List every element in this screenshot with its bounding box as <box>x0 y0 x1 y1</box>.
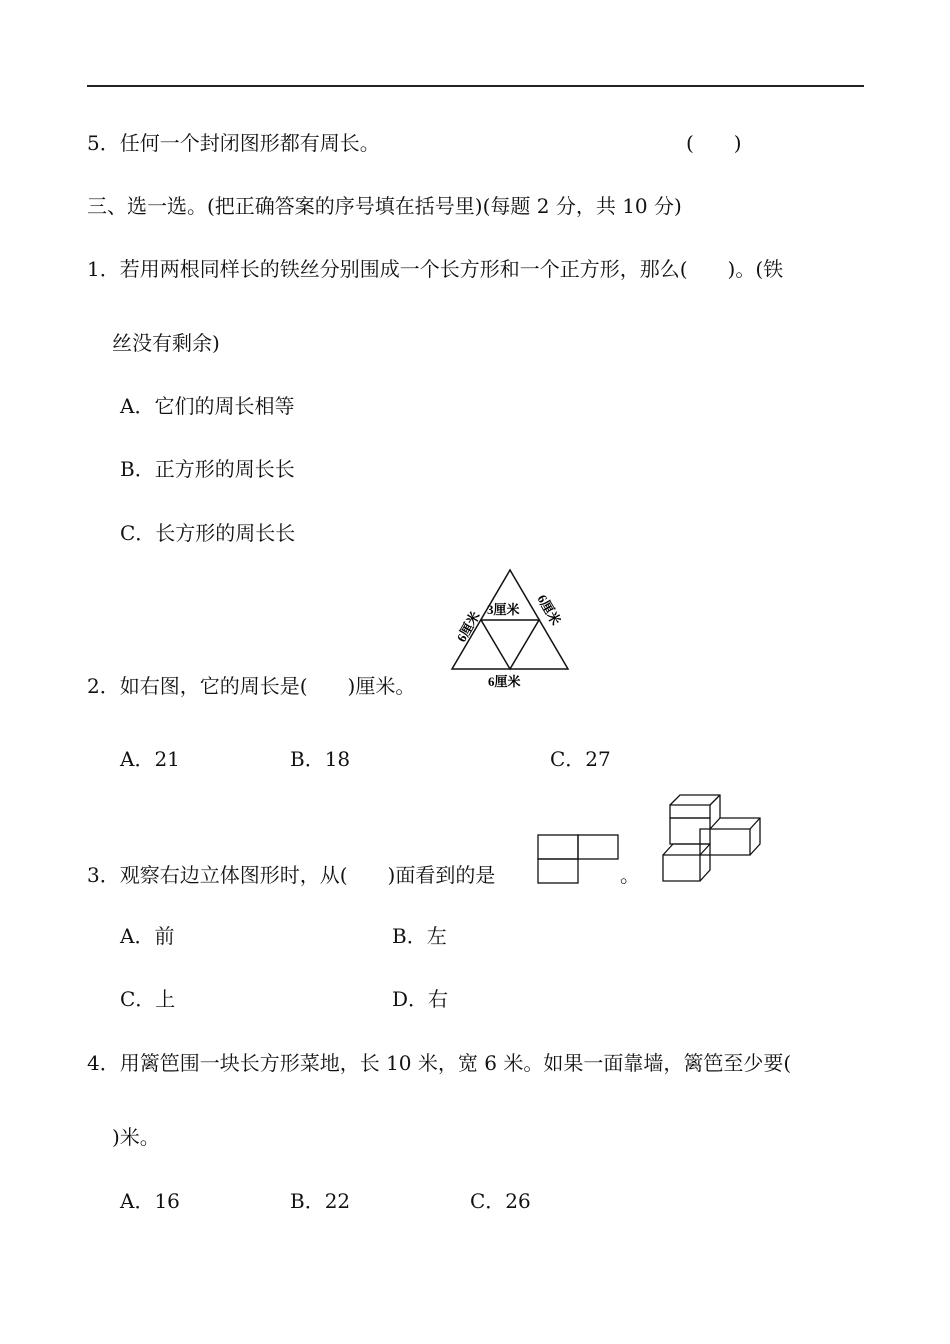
bottom-label: 6厘米 <box>488 674 521 689</box>
question-1-option-b[interactable]: B．正方形的周长长 <box>120 457 295 481</box>
question-4-option-a[interactable]: A．16 <box>120 1189 180 1213</box>
question-1-option-c[interactable]: C．长方形的周长长 <box>120 521 296 545</box>
right-side-label: 6厘米 <box>534 592 564 628</box>
left-side-label: 6厘米 <box>453 608 483 645</box>
cube-stack <box>663 795 760 881</box>
question-2-stem: 2．如右图，它的周长是( )厘米。 <box>87 674 416 698</box>
inner-triangle <box>481 620 539 669</box>
section-3-title: 三、选一选。(把正确答案的序号填在括号里)(每题 2 分，共 10 分) <box>87 194 682 218</box>
middle-label: 3厘米 <box>487 602 520 617</box>
view-shape <box>536 833 620 885</box>
question-1-stem-line1: 1．若用两根同样长的铁丝分别围成一个长方形和一个正方形，那么( )。(铁 <box>87 257 784 281</box>
question-4-stem-line1: 4．用篱笆围一块长方形菜地，长 10 米，宽 6 米。如果一面靠墙，篱笆至少要( <box>87 1051 792 1075</box>
view-cell-top-right <box>578 835 618 859</box>
view-cell-bottom-left <box>538 859 578 883</box>
question-4-option-c[interactable]: C．26 <box>470 1189 531 1213</box>
view-cell-top-left <box>538 835 578 859</box>
question-2-option-c[interactable]: C．27 <box>550 747 611 771</box>
triangle-figure <box>440 565 580 695</box>
question-1-stem-line2: 丝没有剩余) <box>112 331 220 355</box>
question-2-option-b[interactable]: B．18 <box>290 747 351 771</box>
question-3-stem-end: 。 <box>620 863 640 887</box>
question-3-option-d[interactable]: D．右 <box>392 987 449 1011</box>
question-3-option-c[interactable]: C．上 <box>120 987 176 1011</box>
question-1-option-a[interactable]: A．它们的周长相等 <box>120 394 295 418</box>
question-3-stem: 3．观察右边立体图形时，从( )面看到的是 <box>87 863 496 887</box>
question-4-option-b[interactable]: B．22 <box>290 1189 351 1213</box>
question-3-option-a[interactable]: A．前 <box>120 924 175 948</box>
cube-solid-figure <box>660 793 764 885</box>
question-4-stem-line2: )米。 <box>112 1125 160 1149</box>
question-2-option-a[interactable]: A．21 <box>120 747 180 771</box>
q5-text: 5．任何一个封闭图形都有周长。 <box>87 131 380 155</box>
q5-answer-paren[interactable]: ( ) <box>686 131 742 155</box>
question-3-option-b[interactable]: B．左 <box>392 924 447 948</box>
header-rule <box>87 85 864 87</box>
